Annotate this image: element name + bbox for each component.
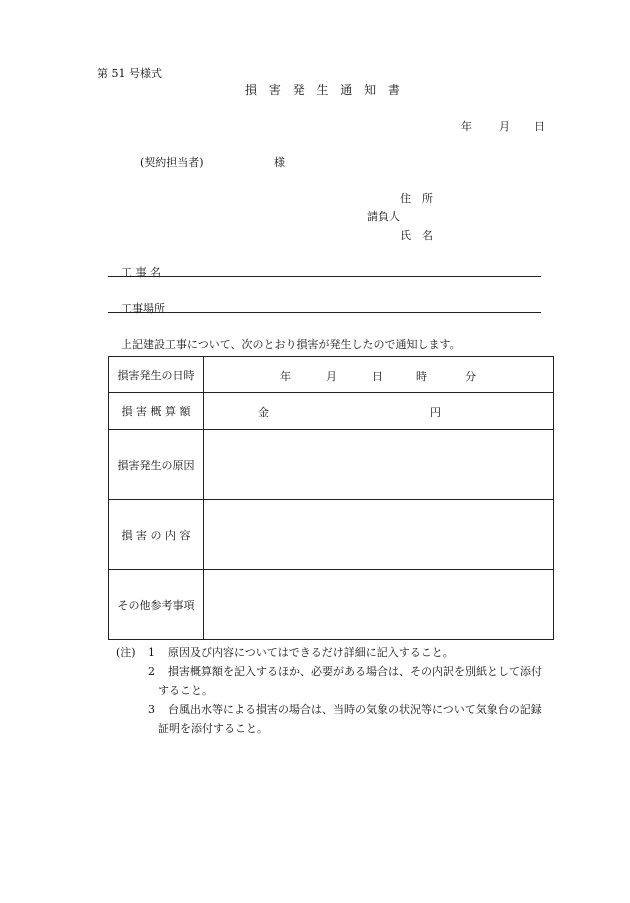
note-2 xyxy=(116,662,542,681)
addressee-role: (契約担当者) xyxy=(140,156,204,169)
note-3 xyxy=(116,700,542,719)
damage-details-label: 損 害 の 内 容 xyxy=(109,500,204,570)
estimated-damage-field[interactable] xyxy=(204,393,554,430)
note-text: 証明を添付すること。 xyxy=(158,722,268,735)
amount-prefix: 金 xyxy=(258,406,269,419)
table-row xyxy=(109,393,554,430)
addressee-honorific: 様 xyxy=(274,156,285,169)
table-row xyxy=(109,357,554,393)
intro-text: 上記建設工事について、次のとおり損害が発生したので通知します。 xyxy=(121,338,461,351)
occurrence-datetime-label: 損害発生の日時 xyxy=(109,357,204,393)
note-number: 3 xyxy=(148,703,155,716)
damage-details-field[interactable] xyxy=(204,500,554,570)
note-text: 損害概算額を記入するほか、必要がある場合は、その内訳を別紙として添付 xyxy=(168,665,542,678)
damage-report-table xyxy=(108,356,554,640)
notes-heading: (注) xyxy=(116,646,136,659)
other-notes-field[interactable] xyxy=(204,570,554,640)
note-2-continued xyxy=(116,681,542,700)
other-notes-label: その他参考事項 xyxy=(109,570,204,640)
project-location-underline xyxy=(108,312,541,313)
note-text: すること。 xyxy=(158,684,213,697)
table-row xyxy=(109,570,554,640)
amount-suffix: 円 xyxy=(430,406,441,419)
form-number: 第 51 号様式 xyxy=(97,67,162,80)
note-number: 2 xyxy=(148,665,155,678)
note-3-continued xyxy=(116,719,542,738)
address-label: 住 所 xyxy=(400,192,433,205)
note-text: 原因及び内容についてはできるだけ詳細に記入すること。 xyxy=(168,646,454,659)
contractor-label: 請負人 xyxy=(367,210,400,223)
table-row xyxy=(109,500,554,570)
page-title: 損 害 発 生 通 知 書 xyxy=(245,83,400,97)
damage-cause-field[interactable] xyxy=(204,430,554,500)
note-text: 台風出水等による損害の場合は、当時の気象の状況等について気象台の記録 xyxy=(168,703,542,716)
unit-month: 月 xyxy=(326,370,337,383)
name-label: 氏 名 xyxy=(400,229,433,242)
note-1 xyxy=(116,643,542,662)
date-year: 年 xyxy=(461,120,472,133)
project-name-underline xyxy=(108,276,541,277)
damage-cause-label: 損害発生の原因 xyxy=(109,430,204,500)
notes-section xyxy=(116,643,542,738)
occurrence-datetime-field[interactable] xyxy=(204,357,554,393)
unit-hour: 時 xyxy=(416,370,427,383)
unit-day: 日 xyxy=(372,370,383,383)
unit-minute: 分 xyxy=(465,370,476,383)
project-name-label: 工 事 名 xyxy=(121,266,161,279)
project-location-label: 工事場所 xyxy=(121,302,165,315)
date-month: 月 xyxy=(499,120,510,133)
date-day: 日 xyxy=(534,120,545,133)
estimated-damage-label: 損 害 概 算 額 xyxy=(109,393,204,430)
unit-year: 年 xyxy=(280,370,291,383)
note-number: 1 xyxy=(148,646,155,659)
table-row xyxy=(109,430,554,500)
